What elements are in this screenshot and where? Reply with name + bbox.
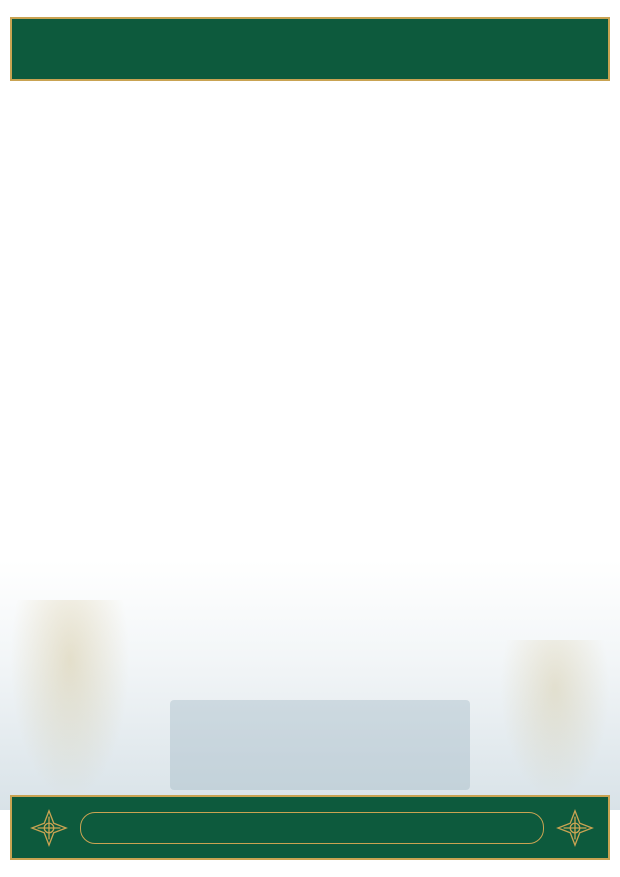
ornament-icon bbox=[556, 809, 594, 847]
header-logo-band bbox=[10, 17, 610, 81]
background-palm-left bbox=[10, 600, 130, 800]
background-building bbox=[170, 700, 470, 790]
vision-statement bbox=[80, 812, 544, 844]
ornament-icon bbox=[30, 809, 68, 847]
footer-band bbox=[10, 795, 610, 860]
article-body bbox=[18, 188, 602, 191]
background-palm-right bbox=[500, 640, 610, 800]
